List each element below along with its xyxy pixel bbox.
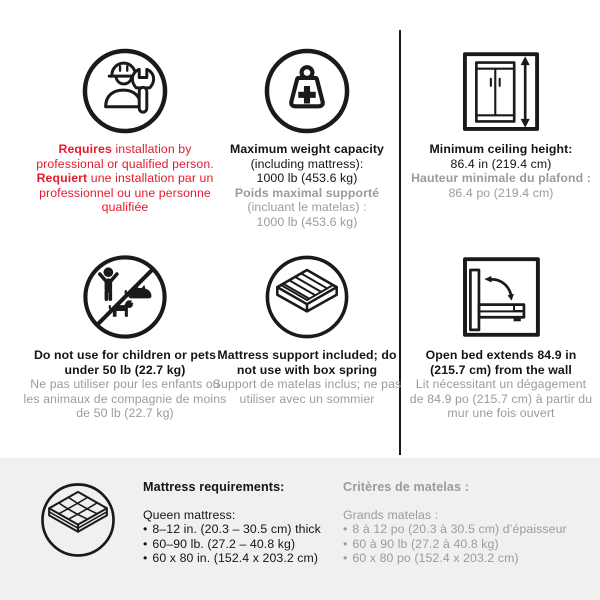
mattress-icon [39,481,117,559]
ceiling-line1-en: 86.4 in (219.4 cm) [450,156,552,171]
open-bed-icon [456,252,546,342]
ceiling-line1-fr: 86.4 po (219.4 cm) [448,185,554,200]
ceiling-title-fr: Hauteur minimale du plafond : [411,171,591,186]
ceiling-height-icon [457,48,545,136]
weight-capacity-icon [262,46,352,136]
ceiling-height-block [404,48,598,200]
mattress-bullet-fr: • 60 x 80 po (152.4 x 203.2 cm) [343,551,567,566]
mattress-bullets-en [143,522,321,566]
mattress-requirements-title-fr: Critères de matelas : [343,480,469,494]
mattress-requirements-en [143,480,321,566]
mattress-support-text-fr: Support de matelas inclus; ne pas utiliser avec un sommier [212,377,402,406]
mattress-subtitle-fr: Grands matelas : [343,507,439,522]
installation-text-fr-bold: Requiert [36,171,88,186]
mattress-support-text-en: Mattress support included; do not use with box spring [217,348,397,377]
max-weight-line1-fr: (incluant le matelas) : [247,200,367,215]
ceiling-title-en: Minimum ceiling height: [429,142,573,156]
open-bed-block [404,252,598,421]
no-children-pets-text [23,348,228,421]
mattress-bullet-en: • 60–90 lb. (27.2 – 40.8 kg) [143,537,321,552]
installation-text-fr: Requiert une installation par un professionnel ou une personne qualifiée [36,171,214,215]
no-children-pets-text-en: Do not use for children or pets under 50 lb (22.7 kg) [33,348,217,377]
mattress-bullets-fr [343,522,567,566]
open-bed-text [408,348,594,421]
installation-requirement-block [15,46,235,215]
ceiling-height-text [411,142,591,200]
mattress-bullet-fr: • 8 à 12 po (20.3 à 30.5 cm) d’épaisseur [343,522,567,537]
max-weight-line2-fr: 1000 lb (453.6 kg) [256,214,358,229]
max-weight-title-en: Maximum weight capacity [229,142,384,156]
mattress-subtitle-en: Queen mattress: [143,507,236,522]
mattress-bullet-en: • 60 x 80 in. (152.4 x 203.2 cm) [143,551,321,566]
max-weight-title-fr: Poids maximal supporté [234,185,380,200]
mattress-requirements-section [0,458,600,600]
no-children-pets-text-fr: Ne pas utiliser pour les enfants ou les animaux de compagnie de moins de 50 lb (22.7 kg) [23,377,227,421]
no-children-pets-block [15,252,235,421]
max-weight-line1-en: (including mattress): [250,156,364,171]
open-bed-text-en: Open bed extends 84.9 in (215.7 cm) from the wall [425,348,577,377]
mattress-bullet-en: • 8–12 in. (20.3 – 30.5 cm) thick [143,522,321,537]
no-children-pets-icon [80,252,170,342]
mattress-support-text [211,348,403,406]
installation-requirement-text [31,142,219,215]
installation-text-en-bold: Requires [58,142,112,156]
mattress-support-icon [262,252,352,342]
open-bed-text-fr: Lit nécessitant un dégagement de 84.9 po (215.7 cm) à partir du mur une fois ouvert [409,377,593,421]
mattress-bullet-fr: • 60 à 90 lb (27.2 à 40.8 kg) [343,537,567,552]
installer-wrench-icon [80,46,170,136]
max-weight-text [230,142,384,230]
mattress-support-block [211,252,403,406]
max-weight-line2-en: 1000 lb (453.6 kg) [256,171,358,186]
mattress-requirements-title-en: Mattress requirements: [143,480,285,494]
mattress-requirements-fr [343,480,567,566]
installation-text-en: Requires installation by professional or qualified person. [36,142,214,171]
max-weight-block [211,46,403,230]
